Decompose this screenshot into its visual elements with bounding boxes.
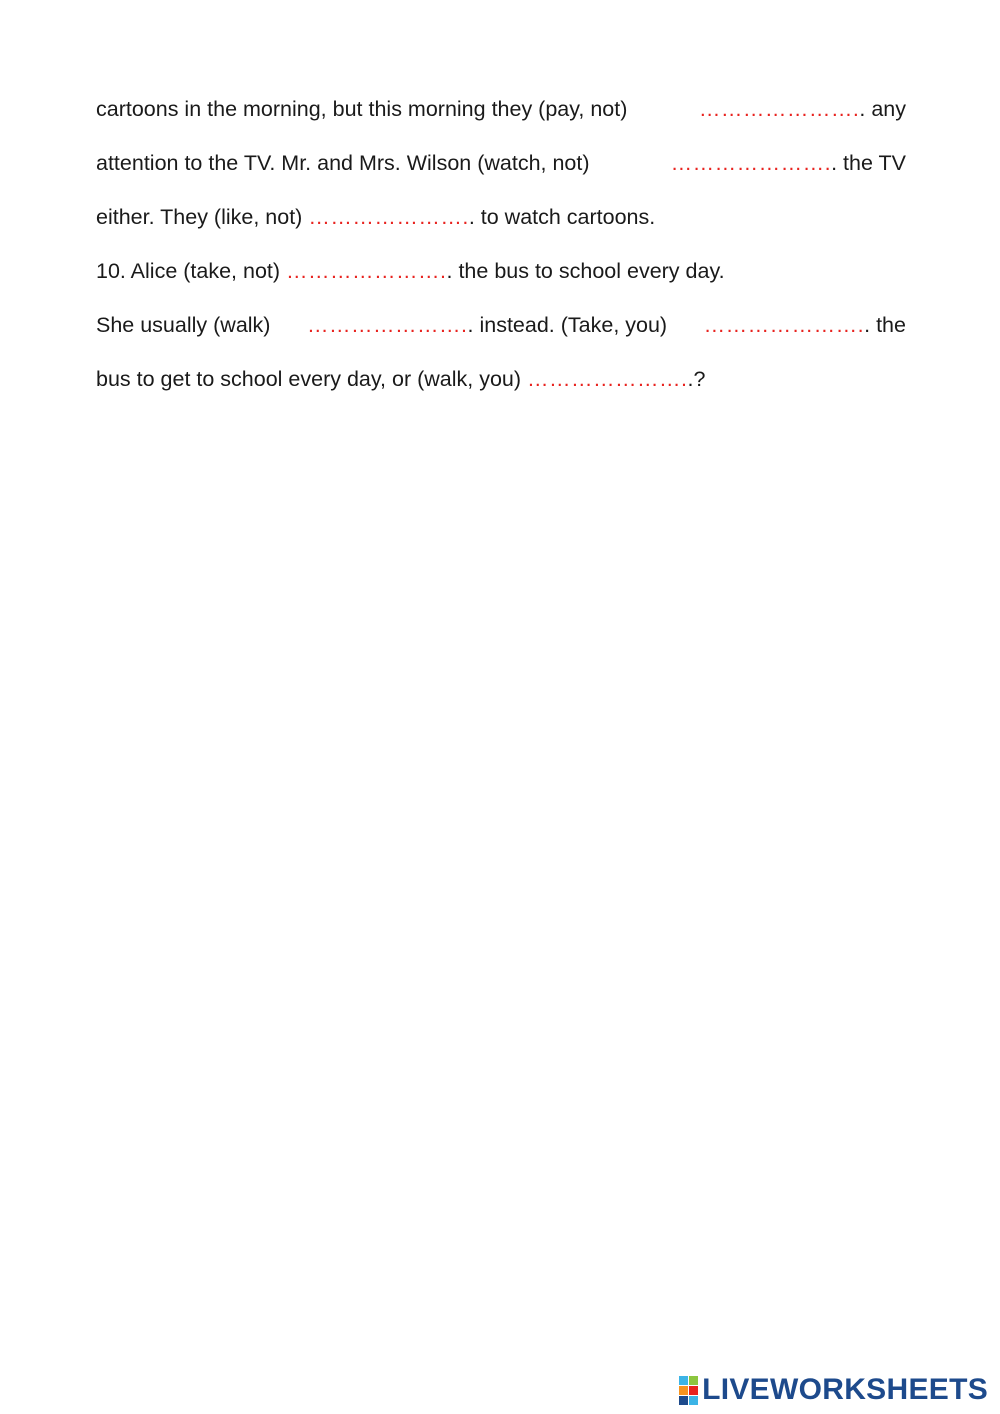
text-segment: cartoons in the morning, but this morning they (pay, not) [96, 97, 628, 121]
text-segment: . to watch cartoons. [468, 205, 656, 229]
worksheet-text [96, 90, 906, 414]
answer-blank[interactable]: …………………. [527, 367, 688, 391]
text-segment: bus to get to school every day, or (walk, you) [96, 367, 522, 391]
text-segment: . the [864, 313, 906, 337]
text-line-4 [96, 252, 906, 306]
text-line-3 [96, 198, 906, 252]
text-line-1 [96, 90, 906, 144]
text-line-5 [96, 306, 906, 360]
liveworksheets-logo [679, 1373, 988, 1407]
text-segment: . instead. (Take, you) [467, 313, 668, 337]
text-segment: . any [859, 97, 906, 121]
text-segment: attention to the TV. Mr. and Mrs. Wilson (watch, not) [96, 151, 590, 175]
text-segment: . the TV [831, 151, 906, 175]
text-segment: .? [687, 367, 706, 391]
brand-name: LIVEWORKSHEETS [702, 1373, 988, 1406]
answer-blank[interactable]: …………………. [703, 313, 865, 337]
text-segment: 10. Alice (take, not) [96, 259, 281, 283]
text-segment: either. They (like, not) [96, 205, 303, 229]
answer-blank[interactable]: …………………. [670, 151, 832, 175]
answer-blank[interactable]: …………………. [307, 313, 468, 337]
logo-blocks-icon [679, 1376, 698, 1405]
answer-blank[interactable]: …………………. [308, 205, 469, 229]
answer-blank[interactable]: …………………. [286, 259, 447, 283]
text-segment: She usually (walk) [96, 313, 271, 337]
text-line-2 [96, 144, 906, 198]
answer-blank[interactable]: …………………. [698, 97, 860, 121]
text-segment: . the bus to school every day. [446, 259, 725, 283]
text-line-6 [96, 360, 906, 414]
